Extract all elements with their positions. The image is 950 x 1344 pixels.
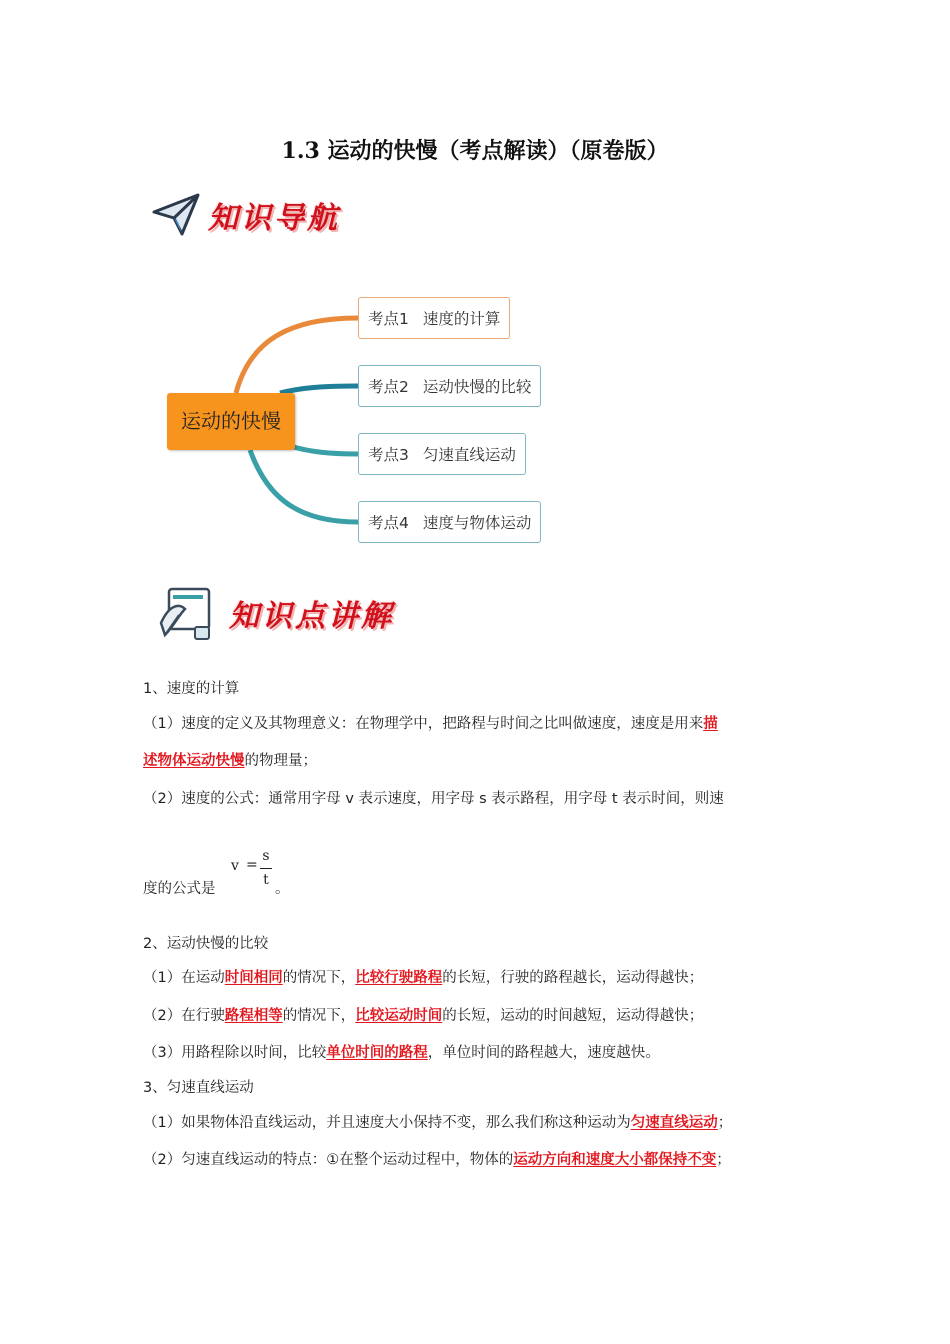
section-1-heading: 1、速度的计算 — [143, 681, 240, 697]
text-span: ，单位时间的路程越大，速度越快。 — [427, 1045, 660, 1061]
node-label: 速度与物体运动 — [422, 514, 532, 532]
mindmap-node-4 — [358, 501, 541, 543]
knowledge-explain-title: 知识点讲解 — [229, 599, 394, 634]
scroll-quill-icon — [155, 583, 217, 643]
node-number: 考点2 — [368, 378, 409, 396]
key-term: 单位时间的路程 — [326, 1045, 428, 1061]
section-2-heading: 2、运动快慢的比较 — [143, 936, 269, 952]
text-span: （1）速度的定义及其物理意义：在物理学中，把路程与时间之比叫做速度，速度是用来 — [143, 716, 704, 732]
paragraph — [143, 877, 216, 898]
paragraph — [143, 712, 718, 733]
page-title: 1.3 运动的快慢（考点解读）（原卷版） — [281, 138, 669, 164]
formula-equals: = — [246, 857, 258, 873]
text-span: 的情况下， — [282, 970, 356, 986]
paragraph — [143, 749, 317, 770]
text-span: （2）匀速直线运动的特点：①在整个运动过程中，物体的 — [143, 1152, 514, 1168]
mindmap-root: 运动的快慢 — [167, 393, 295, 450]
node-label: 运动快慢的比较 — [422, 378, 532, 396]
node-label: 匀速直线运动 — [422, 446, 516, 464]
text-span: 的长短，行驶的路程越长，运动得越快； — [442, 970, 704, 986]
formula-denominator: t — [263, 872, 269, 888]
key-term: 时间相同 — [224, 970, 283, 986]
node-number: 考点3 — [368, 446, 409, 464]
knowledge-nav-title: 知识导航 — [208, 201, 340, 236]
formula-numerator: s — [262, 848, 270, 864]
mindmap-node-3 — [358, 433, 526, 475]
fraction-bar — [260, 868, 272, 869]
node-label: 速度的计算 — [422, 310, 501, 328]
text-span: （1）在运动 — [143, 970, 225, 986]
key-term: 比较行驶路程 — [355, 970, 443, 986]
node-number: 考点4 — [368, 514, 409, 532]
formula-v: v — [231, 858, 239, 874]
paragraph — [143, 966, 703, 987]
mindmap-node-2 — [358, 365, 541, 407]
mindmap-node-1 — [358, 297, 510, 339]
key-term: 述物体运动快慢 — [143, 753, 245, 769]
paragraph — [143, 1041, 660, 1062]
key-term: 路程相等 — [224, 1008, 283, 1024]
key-term: 匀速直线运动 — [630, 1115, 718, 1131]
connector-1 — [236, 318, 358, 393]
text-span: （1）如果物体沿直线运动，并且速度大小保持不变，那么我们称这种运动为 — [143, 1115, 631, 1131]
paragraph — [143, 1148, 731, 1169]
text-span: （2）在行驶 — [143, 1008, 225, 1024]
text-span: 度的公式是 — [143, 881, 216, 897]
text-span: （3）用路程除以时间，比较 — [143, 1045, 327, 1061]
text-span: ； — [717, 1115, 733, 1131]
text-span: ； — [716, 1152, 731, 1168]
knowledge-explain-banner — [155, 583, 394, 643]
connector-3 — [290, 446, 358, 454]
text-span: 的长短，运动的时间越短，运动得越快； — [442, 1008, 704, 1024]
text-span: 的情况下， — [282, 1008, 356, 1024]
key-term: 运动方向和速度大小都保持不变 — [513, 1152, 717, 1168]
connector-4 — [250, 450, 358, 522]
key-term: 比较运动时间 — [355, 1008, 443, 1024]
connector-2 — [280, 386, 358, 393]
node-number: 考点1 — [368, 310, 409, 328]
text-span: 的物理量； — [244, 753, 317, 769]
paragraph: （2）速度的公式：通常用字母 v 表示速度，用字母 s 表示路程，用字母 t 表示时间，则速 — [143, 791, 724, 807]
paragraph — [143, 1004, 703, 1025]
paragraph — [143, 1111, 732, 1132]
key-term: 描 — [703, 716, 718, 732]
sentence-end: 。 — [275, 881, 290, 897]
section-3-heading: 3、匀速直线运动 — [143, 1080, 254, 1096]
